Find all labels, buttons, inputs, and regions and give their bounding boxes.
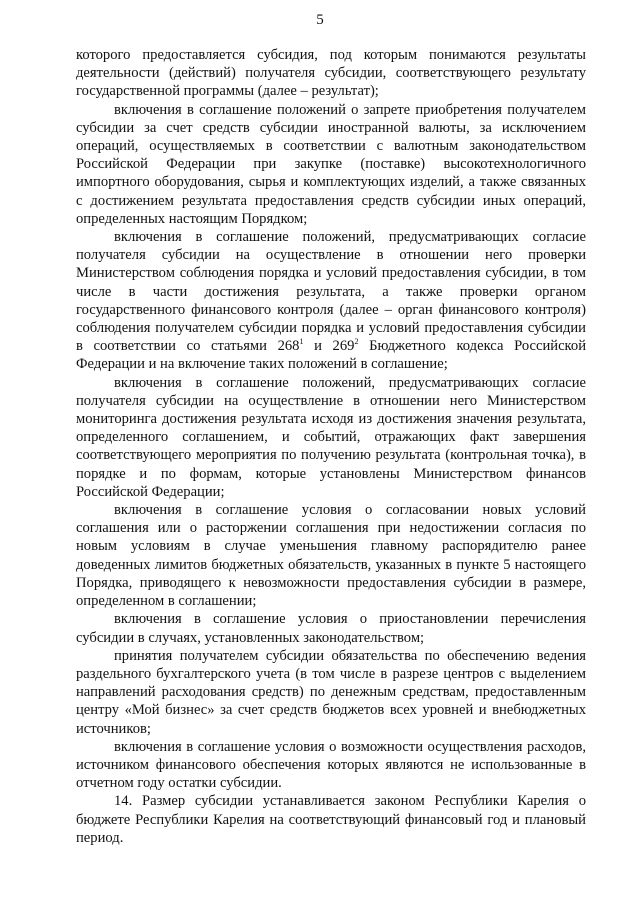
article-268-superscript: 1: [299, 337, 304, 347]
page-number: 5: [316, 12, 324, 28]
paragraph-inspection-text-before: включения в соглашение положений, предусматривающих согласие получателя субсидии на осуществление в отношении него проверки Министерством соблюдения порядка и условий предоставления субсидии, в том числе в части достижения результата, а также проверки органом государственного финансового контроля (далее – орган финансового контроля) соблюдения получателем субсидии порядка и условий предоставления субсидии в соответствии со статьями 268: [76, 229, 586, 355]
paragraph-foreign-currency-ban: включения в соглашение положений о запрете приобретения получателем субсидии за счет средств субсидии иностранной валюты, за исключением операций, осуществляемых в соответствии с валютным законодательством Российской Федерации при закупке (поставке) высокотехнологичного импортного оборудования, сырья и комплектующих изделий, а также связанных с достижением результата предоставления средств субсидии иных операций, определенных настоящим Порядком;: [76, 101, 586, 227]
paragraph-monitoring-consent: включения в соглашение положений, предусматривающих согласие получателя субсидии на осуществление в отношении него Министерством мониторинга достижения результата исходя из достижения значения результата, определенного соглашением, и событий, отражающих факт завершения соответствующего мероприятия по получению результата (контрольная точка), в порядке и по формам, которые установлены Министерством финансов Российской Федерации;: [76, 374, 586, 500]
paragraph-subsidy-amount: 14. Размер субсидии устанавливается законом Республики Карелия о бюджете Республики Карелия на соответствующий финансовый год и плановый период.: [76, 793, 586, 846]
article-269-superscript: 2: [354, 337, 359, 347]
paragraph-inspection-text-middle: и 269: [303, 338, 355, 355]
document-body: [76, 46, 586, 847]
paragraph-suspension-condition: включения в соглашение условия о приостановлении перечисления субсидии в случаях, установленных законодательством;: [76, 611, 586, 646]
paragraph-results-definition: которого предоставляется субсидия, под которым понимаются результаты деятельности (действий) получателя субсидии, соответствующего результату государственной программы (далее – результат);: [76, 47, 586, 100]
paragraph-separate-accounting: принятия получателем субсидии обязательства по обеспечению ведения раздельного бухгалтерского учета (в том числе в разрезе центров с выделением направлений расходования средств) по денежным средствам, предоставленным центру «Мой бизнес» за счет средств бюджетов всех уровней и внебюджетных источников;: [76, 647, 586, 737]
paragraph-inspection-text-after: Бюджетного кодекса Российской Федерации и на включение таких положений в соглашение;: [76, 338, 586, 373]
paragraph-inspection-consent: [76, 228, 586, 374]
paragraph-new-conditions: включения в соглашение условия о согласовании новых условий соглашения или о расторжении соглашения при недостижении согласия по новым условиям в случае уменьшения главному распорядителю ранее доведенных лимитов бюджетных обязательств, указанных в пункте 5 настоящего Порядка, приводящего к невозможности предоставления субсидии в размере, определенном в соглашении;: [76, 502, 586, 610]
paragraph-unused-balances: включения в соглашение условия о возможности осуществления расходов, источником финансового обеспечения которых являются не использованные в отчетном году остатки субсидии.: [76, 738, 586, 792]
